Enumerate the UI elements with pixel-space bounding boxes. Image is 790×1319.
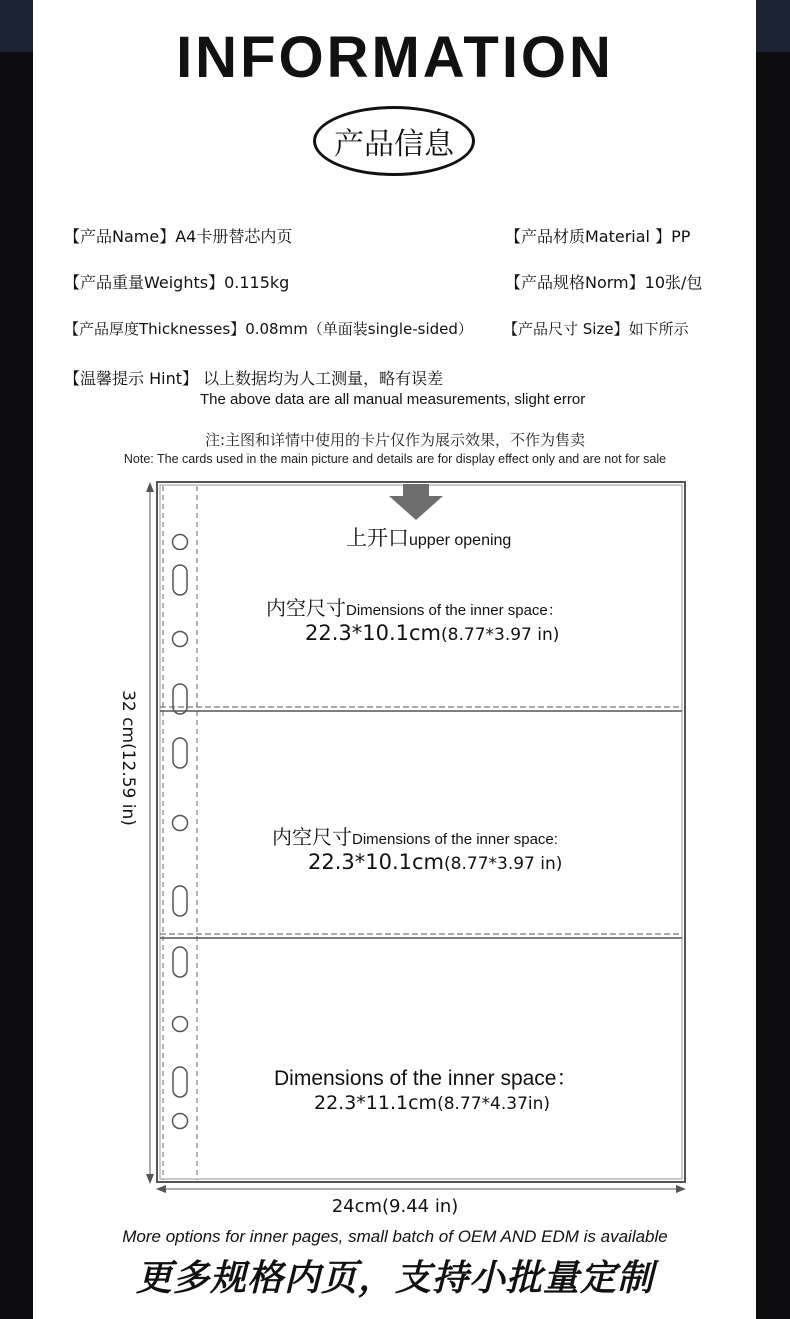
spec-size-label: 【产品尺寸 Size】 xyxy=(503,320,629,338)
punch-hole xyxy=(173,632,188,647)
slot2-size-cm: 22.3*10.1cm xyxy=(308,850,445,874)
punch-hole xyxy=(173,535,188,550)
slot1-size-in: (8.77*3.97 in) xyxy=(441,625,560,645)
height-arrow-top-icon xyxy=(146,482,154,492)
page-title: INFORMATION xyxy=(176,25,614,90)
spec-thickness-value: 0.08mm（单面装single-sided） xyxy=(245,320,473,338)
punch-hole xyxy=(173,1114,188,1129)
section-badge: 产品信息 xyxy=(313,106,475,176)
punch-slot xyxy=(173,738,187,768)
punch-slot xyxy=(173,684,187,714)
punch-slot xyxy=(173,886,187,916)
spec-hint-label: 【温馨提示 Hint】 xyxy=(64,369,198,388)
spec-size-value: 如下所示 xyxy=(628,320,689,338)
width-arrow-left-icon xyxy=(156,1185,166,1193)
spec-material-value: PP xyxy=(671,227,691,246)
spec-weight-label: 【产品重量Weights】 xyxy=(64,273,225,292)
opening-arrow-icon xyxy=(389,484,443,520)
spec-hint-en: The above data are all manual measurements, slight error xyxy=(200,391,586,408)
notice-en: Note: The cards used in the main picture and details are for display effect only and are not for sale xyxy=(123,452,667,466)
slot3-size-in: (8.77*4.37in) xyxy=(437,1094,551,1114)
spec-material-label: 【产品材质Material 】 xyxy=(505,227,672,246)
slot2-title xyxy=(272,821,558,850)
spec-thickness-label: 【产品厚度Thicknesses】 xyxy=(64,320,246,338)
punch-hole xyxy=(173,816,188,831)
width-arrow-right-icon xyxy=(676,1185,686,1193)
footer-en: More options for inner pages, small batch of OEM AND EDM is available xyxy=(122,1227,668,1246)
punch-hole xyxy=(173,1017,188,1032)
slot1-size xyxy=(305,621,559,645)
spec-norm-value: 10张/包 xyxy=(644,273,703,292)
slot3-size-cm: 22.3*11.1cm xyxy=(314,1092,438,1114)
spec-norm-label: 【产品规格Norm】 xyxy=(505,273,645,292)
slot2-size-in: (8.77*3.97 in) xyxy=(444,854,563,874)
slot2-size xyxy=(308,850,562,874)
slot1-title xyxy=(266,592,563,621)
slot2-title-en: Dimensions of the inner space: xyxy=(352,831,558,848)
slot1-title-cn: 内空尺寸 xyxy=(266,596,346,620)
height-label: 32 cm(12.59 in) xyxy=(118,690,138,826)
spec-name-value: A4卡册替芯内页 xyxy=(175,227,293,246)
footer-cn: 更多规格内页，支持小批量定制 xyxy=(135,1258,654,1299)
opening-label xyxy=(346,522,511,552)
punch-slot xyxy=(173,1067,187,1097)
slot2-title-cn: 内空尺寸 xyxy=(272,825,352,849)
slot1-size-cm: 22.3*10.1cm xyxy=(305,621,442,645)
opening-label-cn: 上开口 xyxy=(346,526,409,550)
slot3-title: Dimensions of the inner space： xyxy=(274,1067,578,1090)
height-arrow-bottom-icon xyxy=(146,1174,154,1184)
slot1-title-en: Dimensions of the inner space： xyxy=(346,602,563,619)
notice-cn: 注:主图和详情中使用的卡片仅作为展示效果，不作为售卖 xyxy=(204,431,586,449)
punch-slot xyxy=(173,947,187,977)
punch-slot xyxy=(173,565,187,595)
spec-name-label: 【产品Name】 xyxy=(64,227,176,246)
opening-label-en: upper opening xyxy=(409,532,512,549)
width-label: 24cm(9.44 in) xyxy=(331,1196,459,1217)
slot3-size xyxy=(314,1092,550,1114)
spec-weight-value: 0.115kg xyxy=(224,273,290,292)
spec-hint-value: 以上数据均为人工测量，略有误差 xyxy=(203,369,444,388)
